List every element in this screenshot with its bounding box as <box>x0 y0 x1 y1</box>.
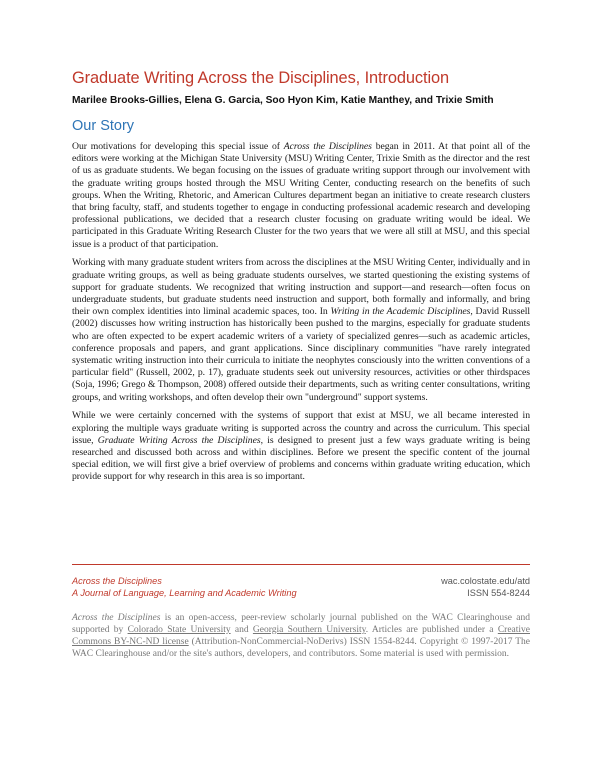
link-colorado-state[interactable]: Colorado State University <box>127 624 231 635</box>
footer-info <box>441 576 530 599</box>
paragraph-1-text-b: began in 2011. At that point all of the editors were working at the Michigan State University (MSU) Writing Center, Trixie Smith as the director and the rest of us as graduate students. We began focusing on the issues of graduate writing support through our involvement with the graduate writing groups hosted through the MSU Writing Center, conducting research on the benefits of such groups. When the Writing, Rhetoric, and American Cultures department began an initiative to create research clusters that bring faculty, staff, and students together to engage in conducting professional academic research and developing professional publications, we decided that a research cluster focusing on graduate writing would be ideal. We participated in this Graduate Writing Research Cluster for the two years that we were all still at MSU, and this special issue is a product of that participation. <box>72 141 530 250</box>
paragraph-1-text-a: Our motivations for developing this special issue of <box>72 141 284 152</box>
footer-website: wac.colostate.edu/atd <box>441 576 530 586</box>
issue-title-italic: Graduate Writing Across the Disciplines <box>97 434 261 446</box>
paragraph-2-text-a: Working with many graduate student writers from across the disciplines at the MSU Writing Center, individually and in graduate writing groups, as well as being graduate students ourselves, we started questioning the existing systems of support for graduate students. We recognized that writing instruction and support—and research—often focus on undergraduate students, but graduate students need instruction and support, both formally and informally, and bring their own complex identities into liminal academic spaces, too. In <box>72 257 530 318</box>
link-creative-commons[interactable]: Creative Commons BY-NC-ND license <box>72 624 530 647</box>
article-authors: Marilee Brooks-Gillies, Elena G. Garcia, Soo Hyon Kim, Katie Manthey, and Trixie Smith <box>72 95 494 106</box>
footer-journal <box>72 576 297 599</box>
footer-journal-subtitle: A Journal of Language, Learning and Academic Writing <box>72 587 297 598</box>
paragraph-1 <box>72 141 530 251</box>
license-text-b: and <box>230 624 253 635</box>
license-text-d: (Attribution-NonCommercial-NoDerivs) ISSN 1554-8244. Copyright © 1997-2017 The WAC Clearinghouse and/or the site's authors, developers, and contributors. Some material is used with permission. <box>72 636 530 659</box>
license-journal-name: Across the Disciplines <box>72 613 161 623</box>
journal-title-italic: Across the Disciplines <box>283 141 372 152</box>
paragraph-2 <box>72 257 530 403</box>
license-text-c: . Articles are published under a <box>365 624 498 635</box>
article-title: Graduate Writing Across the Disciplines, Introduction <box>72 69 450 87</box>
paragraph-3 <box>72 410 530 483</box>
footer-divider <box>72 564 530 565</box>
section-heading: Our Story <box>72 118 135 134</box>
book-title-italic: Writing in the Academic Disciplines <box>330 306 471 318</box>
license-text-a: is an open-access, peer-review scholarly journal published on the WAC Clearinghouse and supported by <box>72 613 531 635</box>
footer-journal-name: Across the Disciplines <box>72 576 162 586</box>
paragraph-2-text-b: , David Russell (2002) discusses how writing instruction has historically been pushed to the margins, especially for graduate students who are often expected to be expert academic writers of a variety of specialized genres—such as academic articles, conference proposals and papers, and grant applications. Since disciplinary communities "have rarely integrated systematic writing instruction into their curricula to initiate the neophytes consciously into the written conventions of a particular field" (Russell, 2002, p. 17), graduate students seek out university resources, activities or other thirdspaces (Soja, 1996; Grego & Thompson, 2008) offered outside their departments, such as writing center consultations, writing groups, and writing workshops, and often develop their own "underground" support systems. <box>72 306 530 403</box>
license-notice <box>72 613 530 661</box>
paragraph-3-text-b: , is designed to present just a few ways graduate writing is being researched and discussed both across and within disciplines. Before we present the specific content of the journal special edition, we will first give a brief overview of problems and concerns within graduate writing education, which provide support for why research in this area is so important. <box>72 434 531 483</box>
article-body <box>72 68 530 490</box>
link-georgia-southern[interactable]: Georgia Southern University <box>252 624 366 635</box>
paragraph-3-text-a: While we were certainly concerned with the systems of support that exist at MSU, we all became interested in exploring the multiple ways graduate writing is supported across the country and across the curriculum. This special issue, <box>72 410 530 446</box>
footer-issn: ISSN 554-8244 <box>467 587 530 598</box>
